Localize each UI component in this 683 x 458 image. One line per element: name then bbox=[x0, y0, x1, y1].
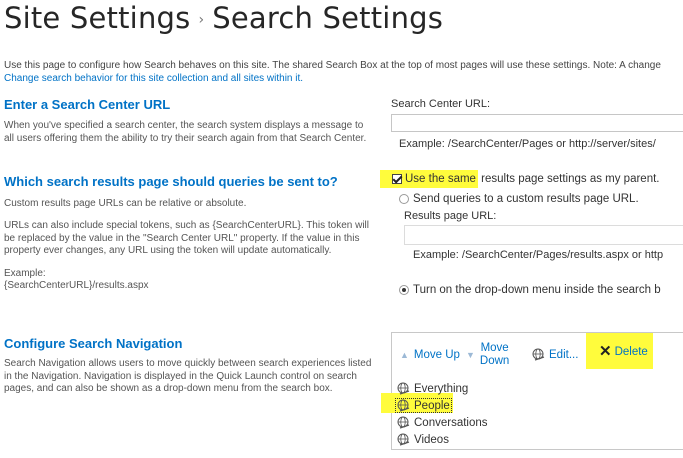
nav-item-label: People bbox=[414, 399, 450, 412]
nav-item-content bbox=[397, 382, 468, 395]
custom-results-radio[interactable] bbox=[399, 194, 409, 204]
breadcrumb-separator: › bbox=[198, 12, 205, 28]
search-center-url-label: Search Center URL: bbox=[391, 98, 491, 110]
results-page-url-label: Results page URL: bbox=[404, 210, 497, 222]
nav-item-content bbox=[397, 416, 488, 429]
results-page-url-example: Example: /SearchCenter/Pages/results.aspx or http bbox=[413, 249, 664, 261]
change-search-behavior-link[interactable]: Change search behavior for this site collection and all sites within it. bbox=[4, 73, 304, 84]
results-page-example-value: {SearchCenterURL}/results.aspx bbox=[4, 280, 149, 291]
move-down-label-line2: Down bbox=[479, 355, 510, 367]
nav-item-conversations[interactable] bbox=[397, 414, 488, 431]
nav-item-content bbox=[397, 433, 449, 446]
arrow-down-icon: ▼ bbox=[466, 350, 475, 360]
navigation-list bbox=[397, 380, 488, 448]
search-center-url-input[interactable] bbox=[391, 114, 683, 132]
nav-item-people[interactable] bbox=[397, 397, 488, 414]
use-parent-label-start: Use the same bbox=[405, 173, 476, 185]
use-parent-settings-option[interactable] bbox=[380, 170, 660, 188]
results-page-title: Which search results page should queries be sent to? bbox=[4, 174, 338, 189]
edit-button[interactable] bbox=[532, 348, 578, 361]
nav-item-videos[interactable] bbox=[397, 431, 488, 448]
search-center-description: When you've specified a search center, the search system displays a message to all users offering them the ability to try their search again from that Search Center. bbox=[4, 120, 367, 144]
intro-text: Use this page to configure how Search behaves on this site. The shared Search Box at the top of most pages will use these settings. Note: A change bbox=[4, 60, 661, 71]
nav-item-everything[interactable] bbox=[397, 380, 488, 397]
custom-results-option[interactable] bbox=[399, 193, 639, 205]
dropdown-menu-radio[interactable] bbox=[399, 285, 409, 295]
search-navigation-description: Search Navigation allows users to move quickly between search experiences listed in the Navigation. Navigation is displayed in the Quick Launch control on search pages, and can also be shown as a drop-down menu from the search box. bbox=[4, 358, 372, 394]
use-parent-label-end: results page settings as my parent. bbox=[477, 173, 660, 185]
globe-icon bbox=[397, 433, 411, 446]
breadcrumb-current: Search Settings bbox=[212, 1, 444, 35]
delete-label: Delete bbox=[614, 346, 648, 358]
dropdown-menu-label: Turn on the drop-down menu inside the search b bbox=[413, 284, 661, 296]
globe-icon bbox=[397, 382, 411, 395]
globe-icon bbox=[397, 399, 411, 412]
custom-results-label: Send queries to a custom results page URL. bbox=[413, 193, 639, 205]
search-center-url-example: Example: /SearchCenter/Pages or http://server/sites/ bbox=[399, 138, 656, 150]
search-navigation-title: Configure Search Navigation bbox=[4, 336, 183, 351]
nav-item-label: Conversations bbox=[414, 416, 488, 429]
move-down-button[interactable] bbox=[466, 342, 509, 368]
nav-item-label: Videos bbox=[414, 433, 449, 446]
arrow-up-icon: ▲ bbox=[400, 350, 409, 360]
move-down-label-line1: Move bbox=[480, 342, 509, 354]
intro bbox=[4, 59, 661, 85]
nav-item-content bbox=[395, 398, 452, 413]
edit-label: Edit... bbox=[549, 348, 579, 361]
move-down-label bbox=[480, 342, 509, 368]
delete-button[interactable] bbox=[599, 343, 648, 360]
move-up-button[interactable] bbox=[400, 349, 460, 361]
results-page-desc-tokens: URLs can also include special tokens, such as {SearchCenterURL}. This token will be replaced by the value in the "Search Center URL" property. If the value in this property ever changes, any URL using the token will update automatically. bbox=[4, 220, 369, 256]
move-up-label: Move Up bbox=[413, 349, 460, 361]
use-parent-checkbox[interactable] bbox=[392, 174, 402, 184]
breadcrumb-site-settings[interactable]: Site Settings bbox=[4, 1, 191, 35]
globe-icon bbox=[397, 416, 411, 429]
use-parent-highlight bbox=[380, 170, 478, 188]
nav-item-label: Everything bbox=[414, 382, 469, 395]
delete-x-icon: ✕ bbox=[599, 343, 612, 360]
navigation-list-items bbox=[397, 380, 488, 448]
results-page-example-label: Example: bbox=[4, 268, 46, 279]
page-title bbox=[4, 1, 443, 35]
results-page-url-input[interactable] bbox=[404, 225, 683, 245]
edit-globe-icon bbox=[532, 348, 546, 361]
dropdown-menu-option[interactable] bbox=[399, 284, 661, 296]
search-center-title: Enter a Search Center URL bbox=[4, 97, 171, 112]
results-page-desc-relative: Custom results page URLs can be relative or absolute. bbox=[4, 198, 247, 209]
